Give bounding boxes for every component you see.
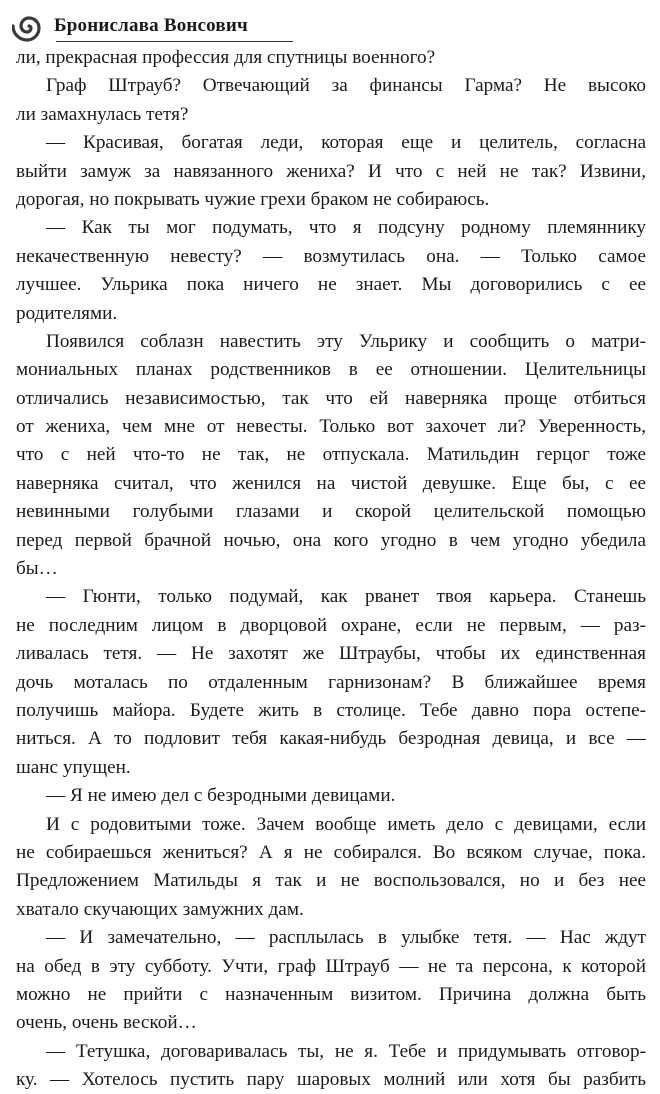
- text-line: ли замахнулась тетя?: [16, 103, 189, 125]
- text-line: невинными голубыми глазами и скорой целительской помощью: [16, 501, 646, 523]
- spiral-icon: [12, 9, 46, 43]
- text-line: — Гюнти, только подумай, как рванет твоя карьера. Станешь: [46, 586, 646, 608]
- page-text: [16, 44, 646, 1094]
- text-line: перед первой брачной ночью, она кого угодно в чем угодно убедила: [16, 529, 646, 551]
- text-line: на обед в эту субботу. Учти, граф Штрауб — не та персона, к которой: [16, 955, 646, 977]
- text-line: выйти замуж за навязанного жениха? И что с ней не так? Извини,: [16, 160, 646, 182]
- text-line: некачественную невесту? — возмутилась она. — Только самое: [16, 245, 646, 267]
- text-line: ливалась тетя. — Не захотят же Штраубы, чтобы их единственная: [16, 643, 646, 665]
- text-line: лучшее. Ульрика пока ничего не знает. Мы договорились с ее: [16, 274, 646, 296]
- text-line: И с родовитыми тоже. Зачем вообще иметь дело с девицами, если: [46, 813, 646, 835]
- text-line: получишь майора. Будете жить в столице. Тебе давно пора остепе-: [16, 699, 646, 721]
- text-line: ниться. А то подловит тебя какая-нибудь безродная девица, и все —: [16, 728, 646, 750]
- text-line: Появился соблазн навестить эту Ульрику и сообщить о матри-: [46, 330, 646, 352]
- author-name: Бронислава Вонсович: [54, 15, 248, 36]
- text-line: очень, очень веской…: [16, 1012, 197, 1034]
- text-line: дорогая, но покрывать чужие грехи браком не собираюсь.: [16, 188, 490, 210]
- text-line: бы…: [16, 558, 58, 580]
- text-line: не собираешься жениться? А я не собирался. Во всяком случае, пока.: [16, 841, 646, 863]
- text-line: Граф Штрауб? Отвечающий за финансы Гарма? Не высоко: [46, 75, 646, 97]
- text-line: — Я не имею дел с безродными девицами.: [46, 785, 396, 807]
- text-line: — Как ты мог подумать, что я подсуну родному племяннику: [46, 217, 646, 239]
- text-line: дочь моталась по отдаленным гарнизонам? В ближайшее время: [16, 671, 646, 693]
- text-line: ку. — Хотелось пустить пару шаровых молний или хотя бы разбить: [16, 1069, 646, 1091]
- header-rule: [56, 41, 293, 42]
- text-line: что с ней что-то не так, не отпускала. Матильдин герцог тоже: [16, 444, 646, 466]
- text-line: — Красивая, богатая леди, которая еще и целитель, согласна: [46, 132, 646, 154]
- text-line: — Тетушка, договаривалась ты, не я. Тебе и придумывать отговор-: [46, 1040, 646, 1062]
- text-line: родителями.: [16, 302, 118, 324]
- text-line: наверняка считал, что женился на чистой девушке. Еще бы, с ее: [16, 472, 646, 494]
- text-line: ли, прекрасная профессия для спутницы военного?: [16, 47, 436, 68]
- text-line: от жениха, чем мне от невесты. Только вот захочет ли? Уверенность,: [16, 416, 646, 438]
- text-line: хватало скучающих замужних дам.: [16, 898, 304, 920]
- text-line: — И замечательно, — расплылась в улыбке тетя. — Нас ждут: [46, 927, 646, 949]
- running-header: [12, 8, 248, 44]
- text-line: мониальных планах родственников в ее отношении. Целительницы: [16, 359, 646, 381]
- text-line: не последним лицом в дворцовой охране, если не первым, — раз-: [16, 614, 646, 636]
- text-line: можно не прийти с назначенным визитом. Причина должна быть: [16, 983, 646, 1005]
- text-line: шанс упущен.: [16, 756, 131, 778]
- text-line: отличались независимостью, так что ей наверняка проще отбиться: [16, 387, 646, 409]
- text-line: Предложением Матильды я так и не воспользовался, но и без нее: [16, 870, 646, 892]
